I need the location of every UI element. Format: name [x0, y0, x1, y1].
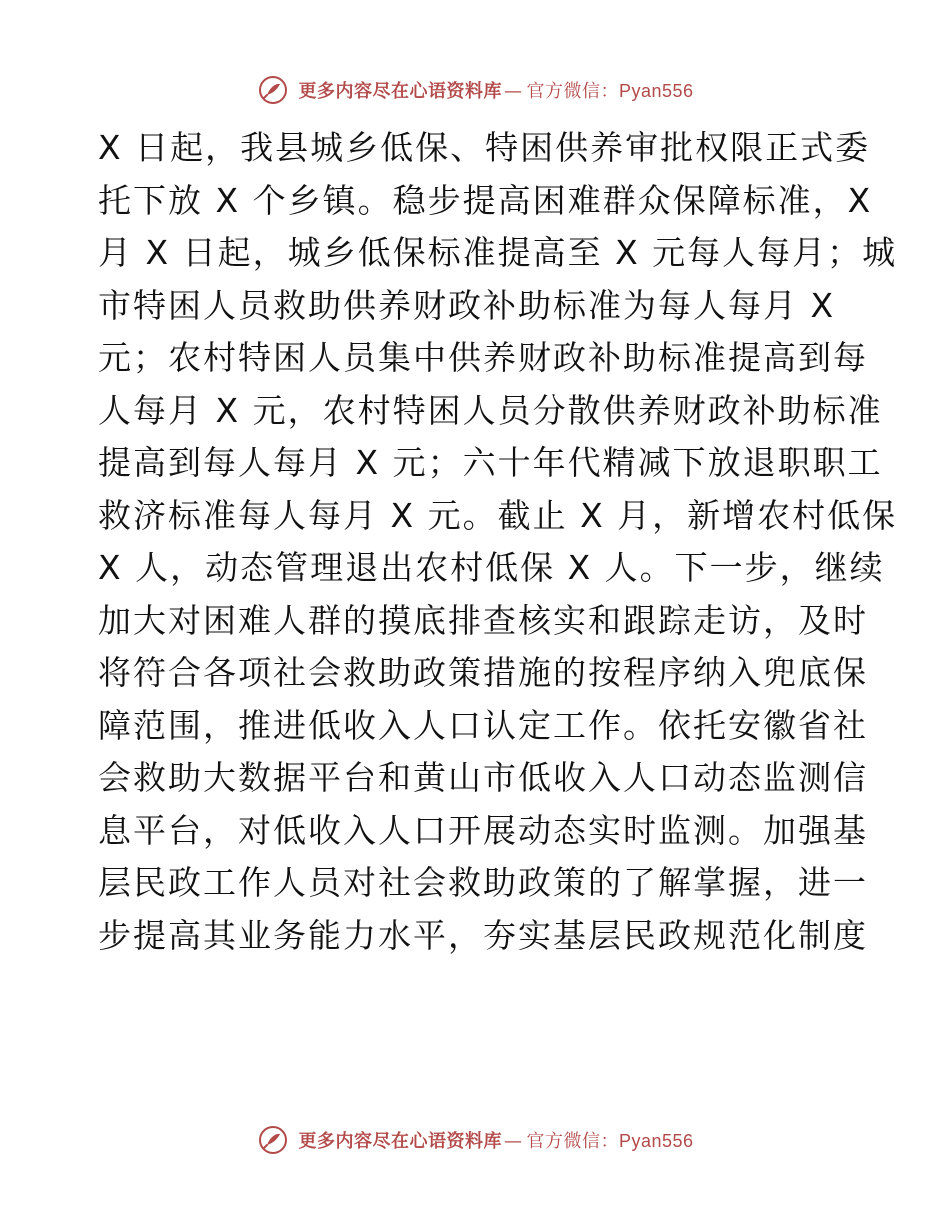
body-line: 救济标准每人每月 X 元。截止 X 月，新增农村低保 [98, 495, 898, 535]
feather-pen-icon [256, 73, 290, 107]
body-line: 层民政工作人员对社会救助政策的了解掌握，进一 [98, 863, 868, 902]
footer-wechat-id: Pyan556 [618, 1131, 694, 1151]
body-line: 托下放 X 个乡镇。稳步提高困难群众保障标准，X [98, 180, 873, 220]
header-banner [0, 72, 950, 108]
footer-separator: — [503, 1131, 523, 1152]
footer-banner [0, 1122, 950, 1158]
header-separator: — [503, 81, 523, 102]
footer-text [298, 1127, 693, 1153]
body-line: 月 X 日起，城乡低保标准提高至 X 元每人每月；城 [98, 233, 898, 272]
body-line: X 日起，我县城乡低保、特困供养审批权限正式委 [98, 128, 871, 167]
body-line: 息平台，对低收入人口开展动态实时监测。加强基 [98, 810, 868, 850]
body-line: 市特困人员救助供养财政补助标准为每人每月 X [98, 285, 836, 325]
feather-pen-icon [256, 1123, 290, 1157]
body-line: 会救助大数据平台和黄山市低收入人口动态监测信 [98, 758, 868, 797]
body-line: 提高到每人每月 X 元；六十年代精减下放退职职工 [98, 443, 883, 482]
body-line: 步提高其业务能力水平，夯实基层民政规范化制度 [98, 915, 868, 955]
body-line: 障范围，推进低收入人口认定工作。依托安徽省社 [98, 705, 868, 745]
body-line: 人每月 X 元，农村特困人员分散供养财政补助标准 [98, 390, 883, 430]
body-line: 元；农村特困人员集中供养财政补助标准提高到每 [98, 338, 868, 377]
footer-wechat-label: 官方微信： [526, 1131, 619, 1152]
document-body [98, 122, 898, 962]
body-line: 加大对困难人群的摸底排查核实和跟踪走访，及时 [98, 600, 868, 640]
header-wechat-id: Pyan556 [618, 81, 694, 101]
header-text [298, 77, 693, 103]
header-wechat-label: 官方微信： [526, 81, 619, 102]
footer-site-text: 更多内容尽在心语资料库 [298, 1131, 502, 1152]
header-site-text: 更多内容尽在心语资料库 [298, 81, 502, 102]
body-line: 将符合各项社会救助政策措施的按程序纳入兜底保 [98, 653, 868, 692]
body-line: X 人，动态管理退出农村低保 X 人。下一步，继续 [98, 548, 885, 587]
